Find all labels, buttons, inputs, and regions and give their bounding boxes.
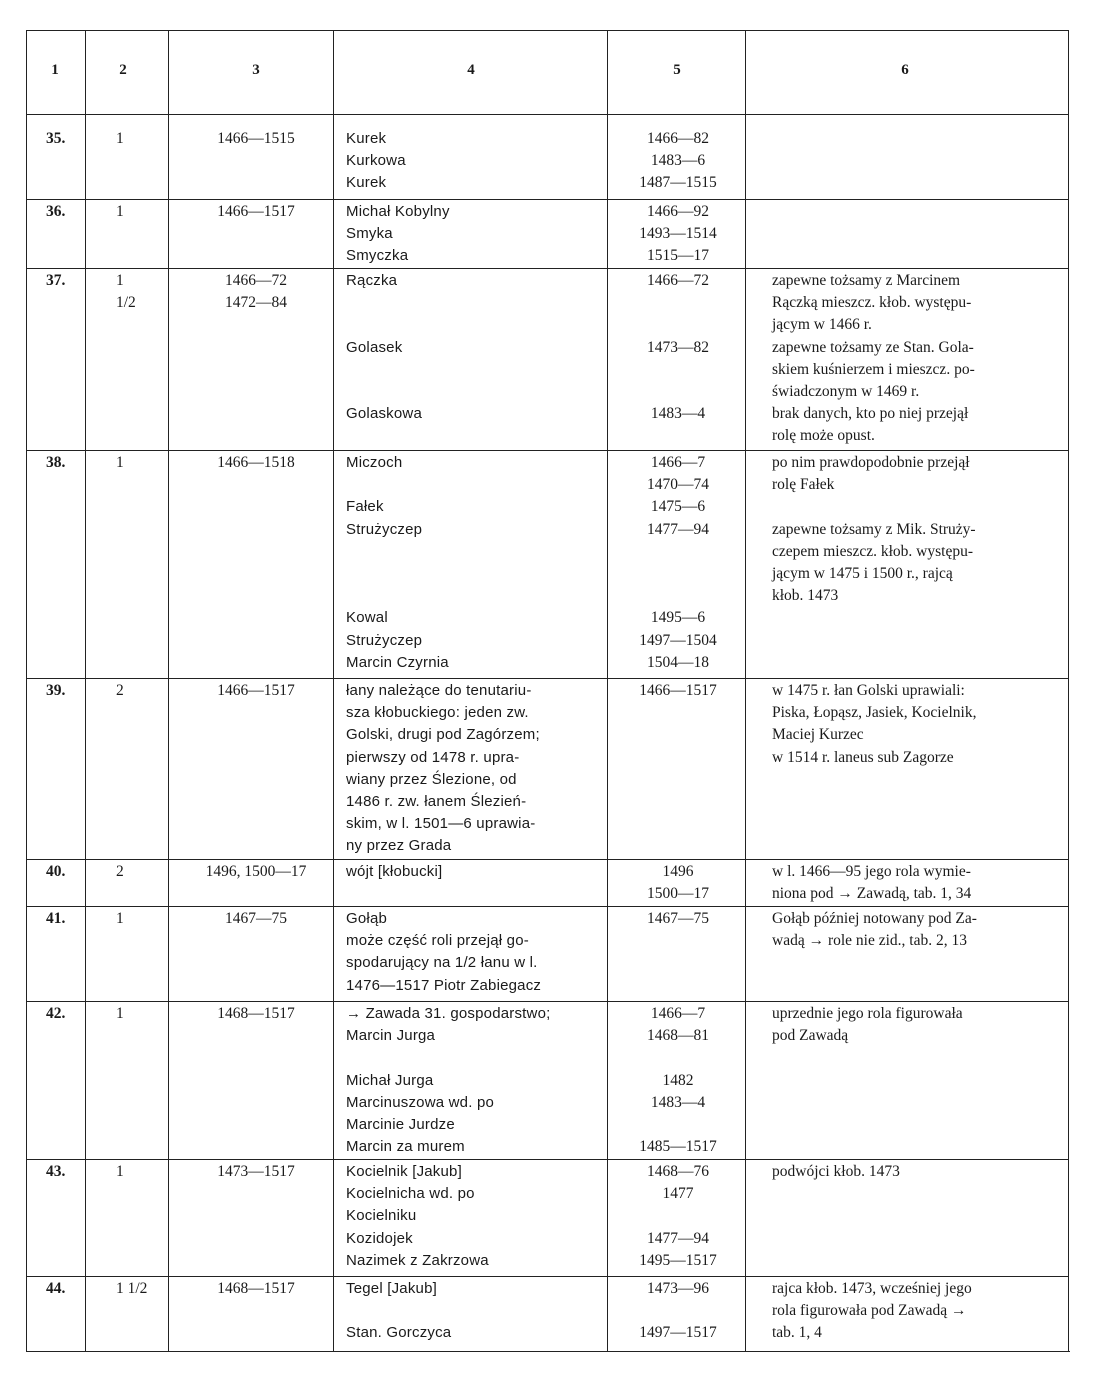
years-cell-line: 1482 bbox=[662, 1071, 694, 1089]
names-cell-line: pierwszy od 1478 r. upra- bbox=[346, 748, 520, 766]
period-cell-line: 1467—75 bbox=[225, 910, 287, 927]
row-number: 42. bbox=[46, 1005, 66, 1022]
period-cell-line: 1468—1517 bbox=[217, 1280, 295, 1297]
years-cell bbox=[612, 1003, 744, 1158]
names-cell bbox=[346, 128, 406, 195]
row-separator bbox=[26, 859, 1068, 860]
names-cell-line: skim, w l. 1501—6 uprawia- bbox=[346, 815, 536, 833]
years-cell bbox=[612, 861, 744, 905]
years-cell bbox=[612, 1278, 744, 1345]
names-cell-line: Miczoch bbox=[346, 454, 403, 471]
names-cell-line: Kurek bbox=[346, 130, 387, 147]
table-left-rule bbox=[26, 30, 27, 1351]
names-cell-line: Strużyczep bbox=[346, 520, 423, 538]
column-header-5: 5 bbox=[673, 62, 681, 78]
lany-value: 1 bbox=[116, 1163, 124, 1180]
notes-cell-line bbox=[772, 496, 1066, 518]
years-cell-line: 1466—82 bbox=[647, 130, 709, 147]
period-cell bbox=[195, 270, 317, 314]
names-cell bbox=[346, 452, 449, 674]
notes-cell-line: podwójci kłob. 1473 bbox=[772, 1163, 900, 1180]
notes-cell-line: świadczonym w 1469 r. bbox=[772, 382, 920, 400]
years-cell-line bbox=[612, 1300, 744, 1322]
period-cell bbox=[195, 908, 317, 930]
lany-value: 1 bbox=[116, 910, 124, 927]
column-divider-3 bbox=[333, 30, 334, 1351]
row-separator bbox=[26, 199, 1068, 200]
row-separator bbox=[26, 268, 1068, 269]
table-bottom-rule bbox=[26, 1351, 1070, 1352]
notes-cell-line: zapewne tożsamy z Mik. Struży- bbox=[772, 520, 976, 538]
notes-cell-line: skiem kuśnierzem i mieszcz. po- bbox=[772, 360, 975, 378]
names-cell-line: może część roli przejął go- bbox=[346, 932, 529, 950]
notes-cell bbox=[772, 270, 1066, 448]
notes-cell-line: w 1514 r. laneus sub Zagorze bbox=[772, 748, 954, 766]
years-cell-line: 1504—18 bbox=[647, 653, 709, 671]
names-cell-line bbox=[346, 1047, 550, 1069]
column-divider-1 bbox=[85, 30, 86, 1351]
names-cell-line: Nazimek z Zakrzowa bbox=[346, 1251, 489, 1269]
years-cell-line: 1485—1517 bbox=[639, 1138, 717, 1156]
years-cell-line: 1477 bbox=[662, 1185, 694, 1203]
notes-cell-line: rolę może opust. bbox=[772, 427, 875, 445]
names-cell-line bbox=[346, 474, 449, 496]
years-cell-line: 1466—7 bbox=[650, 1005, 706, 1022]
period-cell-line: 1496, 1500—17 bbox=[205, 863, 307, 880]
lany-value: 1 bbox=[116, 454, 124, 471]
names-cell bbox=[346, 201, 450, 268]
period-cell bbox=[195, 680, 317, 702]
notes-cell-line: tab. 1, 4 bbox=[772, 1324, 822, 1342]
column-divider-2 bbox=[168, 30, 169, 1351]
notes-cell-line: rola figurowała pod Zawadą → bbox=[772, 1302, 967, 1320]
years-cell bbox=[612, 201, 744, 268]
names-cell-line: Michał Jurga bbox=[346, 1071, 434, 1089]
names-cell-line: ny przez Grada bbox=[346, 837, 452, 855]
names-cell-line: Fałek bbox=[346, 498, 384, 516]
period-cell-line: 1466—72 bbox=[225, 272, 287, 289]
row-number: 36. bbox=[46, 203, 66, 220]
years-cell-line bbox=[612, 314, 744, 336]
column-divider-5 bbox=[745, 30, 746, 1351]
period-cell bbox=[195, 1278, 317, 1300]
years-cell-line: 1500—17 bbox=[647, 885, 709, 903]
years-cell-line: 1493—1514 bbox=[639, 225, 717, 243]
years-cell-line bbox=[612, 563, 744, 585]
table-top-rule bbox=[26, 30, 1068, 31]
names-cell-line: 1486 r. zw. łanem Ślezień- bbox=[346, 792, 527, 810]
years-cell bbox=[612, 908, 744, 930]
names-cell bbox=[346, 1278, 451, 1345]
names-cell-line bbox=[346, 541, 449, 563]
notes-cell-line: czepem mieszcz. kłob. występu- bbox=[772, 542, 973, 560]
names-cell-line: spodarujący na 1/2 łanu w l. bbox=[346, 954, 538, 972]
names-cell-line: Golski, drugi pod Zagórzem; bbox=[346, 726, 540, 744]
years-cell-line: 1495—1517 bbox=[639, 1251, 717, 1269]
notes-cell-line: jącym w 1466 r. bbox=[772, 316, 872, 334]
names-cell bbox=[346, 1003, 550, 1158]
period-cell-line: 1473—1517 bbox=[217, 1163, 295, 1180]
notes-cell-line: w 1475 r. łan Golski uprawiali: bbox=[772, 682, 965, 699]
names-cell-line: Marcin Czyrnia bbox=[346, 653, 449, 671]
lany-count bbox=[116, 1278, 147, 1300]
row-number: 41. bbox=[46, 910, 66, 927]
lany-value: 1 bbox=[116, 272, 124, 289]
row-separator bbox=[26, 906, 1068, 907]
notes-cell bbox=[772, 861, 1066, 905]
names-cell-line: Michał Kobylny bbox=[346, 203, 450, 220]
names-cell-line: 1476—1517 Piotr Zabiegacz bbox=[346, 976, 542, 994]
years-cell-line: 1475—6 bbox=[650, 498, 706, 516]
lany-count bbox=[116, 128, 124, 150]
years-cell-line bbox=[612, 381, 744, 403]
years-cell-line: 1477—94 bbox=[647, 1229, 709, 1247]
row-number: 43. bbox=[46, 1163, 66, 1180]
names-cell-line: Tegel [Jakub] bbox=[346, 1280, 437, 1297]
period-cell-line: 1472—84 bbox=[225, 294, 287, 312]
period-cell bbox=[195, 128, 317, 150]
names-cell-line: Golaskowa bbox=[346, 405, 423, 423]
lany-count bbox=[116, 1003, 124, 1025]
years-cell bbox=[612, 270, 744, 425]
column-header-1: 1 bbox=[51, 62, 59, 78]
row-separator bbox=[26, 450, 1068, 451]
years-cell-line bbox=[612, 1114, 744, 1136]
row-separator bbox=[26, 1276, 1068, 1277]
notes-cell-line: w l. 1466—95 jego rola wymie- bbox=[772, 863, 971, 880]
years-cell-line: 1466—1517 bbox=[639, 682, 717, 699]
years-cell-line: 1495—6 bbox=[650, 609, 706, 627]
years-cell-line: 1497—1504 bbox=[639, 631, 717, 649]
notes-cell bbox=[772, 452, 1066, 607]
notes-cell-line: brak danych, kto po niej przejął bbox=[772, 405, 969, 423]
lany-value: 2 bbox=[116, 863, 124, 880]
names-cell bbox=[346, 908, 541, 997]
table-right-rule bbox=[1068, 30, 1069, 1351]
names-cell-line: Kurkowa bbox=[346, 152, 406, 170]
row-number: 44. bbox=[46, 1280, 66, 1297]
names-cell-line: Rączka bbox=[346, 272, 398, 289]
notes-cell-line: niona pod → Zawadą, tab. 1, 34 bbox=[772, 885, 972, 903]
years-cell-line: 1466—72 bbox=[647, 272, 709, 289]
names-cell-line: Kowal bbox=[346, 609, 388, 627]
period-cell bbox=[195, 1161, 317, 1183]
years-cell-line: 1477—94 bbox=[647, 520, 709, 538]
years-cell-line: 1468—76 bbox=[647, 1163, 709, 1180]
period-cell bbox=[195, 452, 317, 474]
years-cell-line: 1483—4 bbox=[650, 1093, 706, 1111]
names-cell bbox=[346, 680, 540, 858]
years-cell-line: 1470—74 bbox=[647, 476, 709, 494]
row-separator bbox=[26, 1001, 1068, 1002]
lany-count bbox=[116, 908, 124, 930]
names-cell-line: Marcin za murem bbox=[346, 1138, 465, 1156]
names-cell-line: wiany przez Ślezione, od bbox=[346, 770, 517, 788]
column-header-4: 4 bbox=[467, 62, 475, 78]
names-cell-line: Strużyczep bbox=[346, 631, 423, 649]
notes-cell-line: uprzednie jego rola figurowała bbox=[772, 1005, 963, 1022]
period-cell bbox=[195, 861, 317, 883]
row-number: 39. bbox=[46, 682, 66, 699]
names-cell-line bbox=[346, 359, 422, 381]
lany-count bbox=[116, 861, 124, 883]
row-number: 35. bbox=[46, 130, 66, 147]
names-cell-line: Marcin Jurga bbox=[346, 1027, 436, 1045]
names-cell-line: Stan. Gorczyca bbox=[346, 1324, 452, 1342]
years-cell-line: 1466—7 bbox=[650, 454, 706, 471]
row-number: 38. bbox=[46, 454, 66, 471]
names-cell-line: łany należące do tenutariu- bbox=[346, 682, 532, 699]
lany-value: 2 bbox=[116, 682, 124, 699]
names-cell-line: Kocielnicha wd. po bbox=[346, 1185, 475, 1203]
lany-value: 1 bbox=[116, 130, 124, 147]
row-number: 40. bbox=[46, 863, 66, 880]
years-cell-line: 1496 bbox=[662, 863, 694, 880]
column-divider-4 bbox=[607, 30, 608, 1351]
years-cell-line bbox=[612, 292, 744, 314]
years-cell-line: 1473—82 bbox=[647, 338, 709, 356]
notes-cell-line: Maciej Kurzec bbox=[772, 726, 864, 744]
lany-count bbox=[116, 1161, 124, 1183]
notes-cell-line: wadą → role nie zid., tab. 2, 13 bbox=[772, 932, 967, 950]
notes-cell-line: Rączką mieszcz. kłob. występu- bbox=[772, 294, 972, 312]
names-cell-line: Kurek bbox=[346, 174, 387, 192]
names-cell-line: sza kłobuckiego: jeden zw. bbox=[346, 704, 529, 722]
years-cell bbox=[612, 1161, 744, 1272]
notes-cell-line: jącym w 1475 i 1500 r., rajcą bbox=[772, 564, 953, 582]
lany-value: 1 bbox=[116, 1005, 124, 1022]
names-cell bbox=[346, 861, 442, 883]
names-cell-line: → Zawada 31. gospodarstwo; bbox=[346, 1005, 551, 1022]
names-cell-line: Golasek bbox=[346, 338, 403, 356]
column-header-2: 2 bbox=[119, 62, 127, 78]
years-cell-line bbox=[612, 585, 744, 607]
years-cell-line: 1466—92 bbox=[647, 203, 709, 220]
column-header-6: 6 bbox=[901, 62, 909, 78]
names-cell-line: Smyczka bbox=[346, 247, 409, 265]
names-cell-line bbox=[346, 1300, 451, 1322]
lany-count bbox=[116, 270, 136, 314]
notes-cell-line: Piska, Łopąsz, Jasiek, Kocielnik, bbox=[772, 704, 977, 722]
period-cell-line: 1466—1518 bbox=[217, 454, 295, 471]
names-cell-line: Smyka bbox=[346, 225, 393, 243]
row-number: 37. bbox=[46, 272, 66, 289]
notes-cell-line: po nim prawdopodobnie przejął bbox=[772, 454, 970, 471]
period-cell-line: 1466—1517 bbox=[217, 682, 295, 699]
period-cell-line: 1468—1517 bbox=[217, 1005, 295, 1022]
notes-cell-line: rajca kłob. 1473, wcześniej jego bbox=[772, 1280, 972, 1297]
names-cell-line: Gołąb bbox=[346, 910, 388, 927]
years-cell-line: 1483—4 bbox=[650, 405, 706, 423]
names-cell-line bbox=[346, 314, 422, 336]
notes-cell bbox=[772, 908, 1066, 952]
period-cell-line: 1466—1517 bbox=[217, 203, 295, 220]
years-cell-line bbox=[612, 541, 744, 563]
years-cell-line: 1515—17 bbox=[647, 247, 709, 265]
period-cell-line: 1466—1515 bbox=[217, 130, 295, 147]
years-cell-line: 1468—81 bbox=[647, 1027, 709, 1045]
names-cell-line bbox=[346, 381, 422, 403]
row-separator bbox=[26, 1159, 1068, 1160]
period-cell bbox=[195, 201, 317, 223]
notes-cell-line: Gołąb później notowany pod Za- bbox=[772, 910, 977, 927]
notes-cell-line: pod Zawadą bbox=[772, 1027, 849, 1045]
names-cell-line: wójt [kłobucki] bbox=[346, 863, 443, 880]
years-cell-line bbox=[612, 1047, 744, 1069]
years-cell-line bbox=[612, 1205, 744, 1227]
years-cell-line: 1487—1515 bbox=[639, 174, 717, 192]
lany-count bbox=[116, 680, 124, 702]
lany-value-secondary: 1/2 bbox=[116, 294, 136, 312]
notes-cell bbox=[772, 1161, 1066, 1183]
names-cell-line: Kocielnik [Jakub] bbox=[346, 1163, 462, 1180]
notes-cell bbox=[772, 1278, 1066, 1345]
years-cell bbox=[612, 680, 744, 702]
years-cell-line: 1483—6 bbox=[650, 152, 706, 170]
lany-value: 1 1/2 bbox=[116, 1280, 148, 1297]
names-cell-line: Kocielniku bbox=[346, 1207, 417, 1225]
names-cell-line bbox=[346, 585, 449, 607]
notes-cell bbox=[772, 680, 1066, 769]
names-cell bbox=[346, 1161, 489, 1272]
names-cell bbox=[346, 270, 422, 425]
header-bottom-rule bbox=[26, 114, 1068, 115]
notes-cell-line: rolę Fałek bbox=[772, 476, 835, 494]
names-cell-line: Kozidojek bbox=[346, 1229, 413, 1247]
years-cell bbox=[612, 128, 744, 195]
lany-value: 1 bbox=[116, 203, 124, 220]
lany-count bbox=[116, 452, 124, 474]
column-header-3: 3 bbox=[252, 62, 260, 78]
years-cell-line bbox=[612, 359, 744, 381]
names-cell-line: Marcinuszowa wd. po bbox=[346, 1093, 495, 1111]
years-cell-line: 1473—96 bbox=[647, 1280, 709, 1297]
years-cell-line: 1467—75 bbox=[647, 910, 709, 927]
notes-cell bbox=[772, 1003, 1066, 1047]
row-separator bbox=[26, 678, 1068, 679]
notes-cell-line: zapewne tożsamy z Marcinem bbox=[772, 272, 961, 289]
period-cell bbox=[195, 1003, 317, 1025]
names-cell-line bbox=[346, 563, 449, 585]
names-cell-line: Marcinie Jurdze bbox=[346, 1115, 455, 1133]
years-cell bbox=[612, 452, 744, 674]
lany-count bbox=[116, 201, 124, 223]
notes-cell-line: kłob. 1473 bbox=[772, 587, 839, 605]
notes-cell-line: zapewne tożsamy ze Stan. Gola- bbox=[772, 338, 974, 356]
years-cell-line: 1497—1517 bbox=[639, 1324, 717, 1342]
names-cell-line bbox=[346, 292, 422, 314]
